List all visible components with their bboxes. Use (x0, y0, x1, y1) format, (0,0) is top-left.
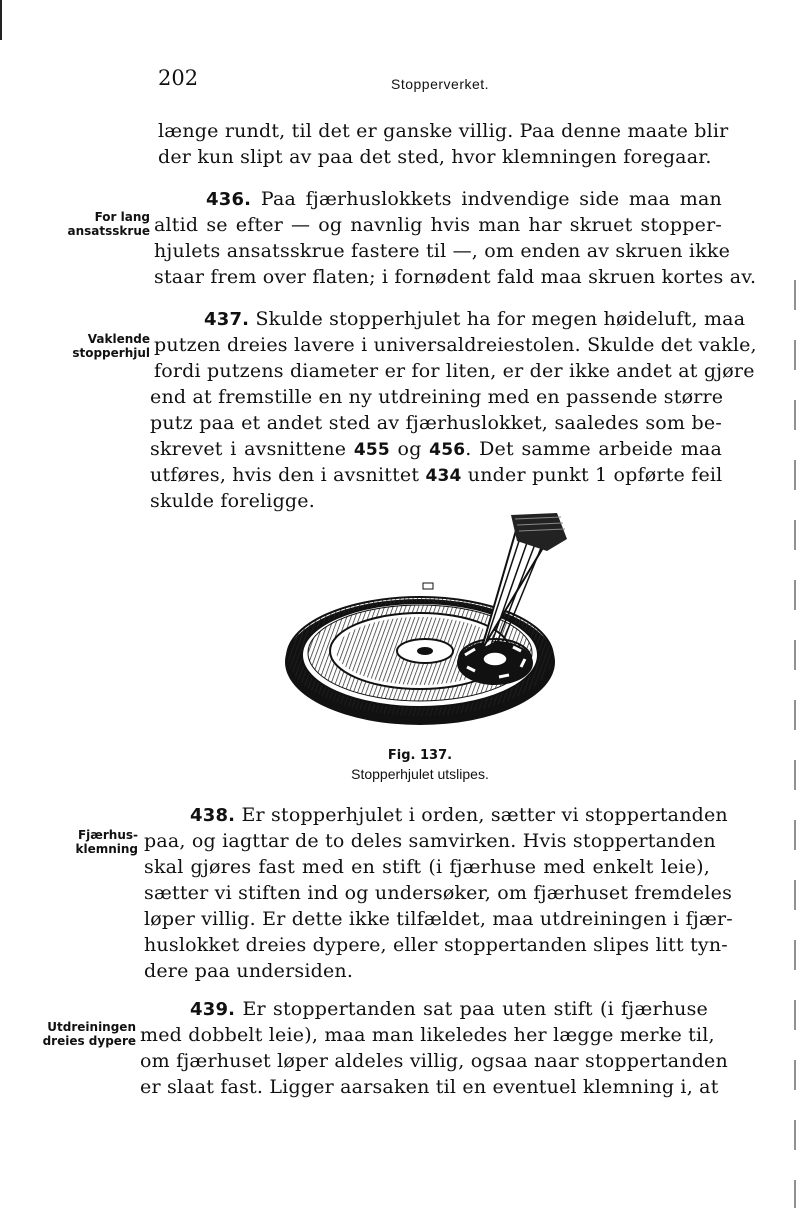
margin-note-line: Fjærhus- (77, 828, 138, 842)
body-text: skrevet i avsnittene (150, 438, 354, 460)
figure-number: Fig. 137. (387, 748, 453, 763)
section-first-line (190, 802, 728, 829)
section-text: Paa fjærhuslokkets indvendige side maa man (260, 188, 722, 210)
stopper-wheel-center (483, 652, 507, 666)
body-line: skal gjøres fast med en stift (i fjærhuse med enkelt leie), (144, 856, 710, 878)
section-number: 437. (204, 309, 250, 330)
wheel-grinding-illustration (285, 505, 575, 740)
body-text: og (389, 438, 430, 460)
margin-note-vaklende (72, 332, 150, 360)
rim-notch (423, 583, 433, 589)
section-first-line (190, 996, 708, 1023)
body-line: huslokket dreies dypere, eller stoppertanden slipes litt tyn- (144, 934, 728, 956)
margin-note-for-lang (68, 210, 150, 238)
section-number: 436. (206, 189, 252, 210)
body-line-with-refs (150, 436, 722, 463)
running-head: Stopperverket. (391, 76, 490, 92)
center-hole (417, 647, 433, 655)
body-text: utføres, hvis den i avsnittet (150, 464, 426, 486)
body-line: med dobbelt leie), maa man likeledes her lægge merke til, (140, 1024, 715, 1046)
page-number: 202 (158, 66, 199, 90)
section-number: 439. (190, 999, 236, 1020)
section-reference: 455 (353, 440, 390, 460)
body-text: . Det samme arbeide maa (465, 438, 722, 460)
margin-note-line: ansatsskrue (67, 224, 150, 238)
page-header (158, 66, 718, 96)
body-line: længe rundt, til det er ganske villig. Paa denne maate blir (158, 120, 729, 142)
page-edge-mark (0, 0, 2, 40)
margin-note-line: stopperhjul (72, 346, 150, 360)
body-line: dere paa undersiden. (144, 960, 354, 982)
body-text: under punkt 1 opførte feil (461, 464, 723, 486)
section-text: Skulde stopperhjulet ha for megen høideluft, maa (255, 308, 746, 330)
section-number: 438. (190, 805, 236, 826)
body-line: fordi putzens diameter er for liten, er der ikke andet at gjøre (154, 360, 755, 382)
margin-note-line: Utdreiningen (47, 1020, 136, 1034)
section-reference: 434 (425, 466, 462, 486)
section-first-line (206, 186, 722, 213)
body-line: hjulets ansatsskrue fastere til —, om enden av skruen ikke (154, 240, 731, 262)
page-edge-shadow (794, 280, 796, 1208)
body-line: end at fremstille en ny utdreining med en passende større (150, 386, 724, 408)
body-line: sætter vi stiften ind og undersøker, om fjærhuset fremdeles (144, 882, 733, 904)
margin-note-fjaerhus (75, 828, 138, 856)
body-line-with-ref (150, 462, 722, 489)
margin-note-line: For lang (94, 210, 150, 224)
section-first-line (204, 306, 746, 333)
body-line: paa, og iagttar de to deles samvirken. Hvis stoppertanden (144, 830, 716, 852)
body-line: staar frem over flaten; i fornødent fald maa skruen kortes av. (154, 266, 757, 288)
figure-137-illustration (285, 505, 575, 740)
section-text: Er stopperhjulet i orden, sætter vi stoppertanden (241, 804, 728, 826)
margin-note-line: klemning (75, 842, 138, 856)
body-line: putzen dreies lavere i universaldreiestolen. Skulde det vakle, (154, 334, 757, 356)
section-reference: 456 (429, 440, 466, 460)
body-line: om fjærhuset løper aldeles villig, ogsaa naar stoppertanden (140, 1050, 728, 1072)
body-line: der kun slipt av paa det sted, hvor klemningen foregaar. (158, 146, 712, 168)
margin-note-line: dreies dypere (42, 1034, 136, 1048)
margin-note-line: Vaklende (87, 332, 150, 346)
section-text: Er stoppertanden sat paa uten stift (i fjærhuse (242, 998, 708, 1020)
body-line: løper villig. Er dette ikke tilfældet, maa utdreiningen i fjær- (144, 908, 733, 930)
body-line: putz paa et andet sted av fjærhuslokket, saaledes som be- (150, 412, 722, 434)
body-line: er slaat fast. Ligger aarsaken til en eventuel klemning i, at (140, 1076, 719, 1098)
figure-caption: Stopperhjulet utslipes. (351, 766, 489, 782)
margin-note-utdreiningen (43, 1020, 136, 1048)
body-line: altid se efter — og navnlig hvis man har skruet stopper- (154, 214, 722, 236)
body-line: skulde foreligge. (150, 490, 315, 512)
